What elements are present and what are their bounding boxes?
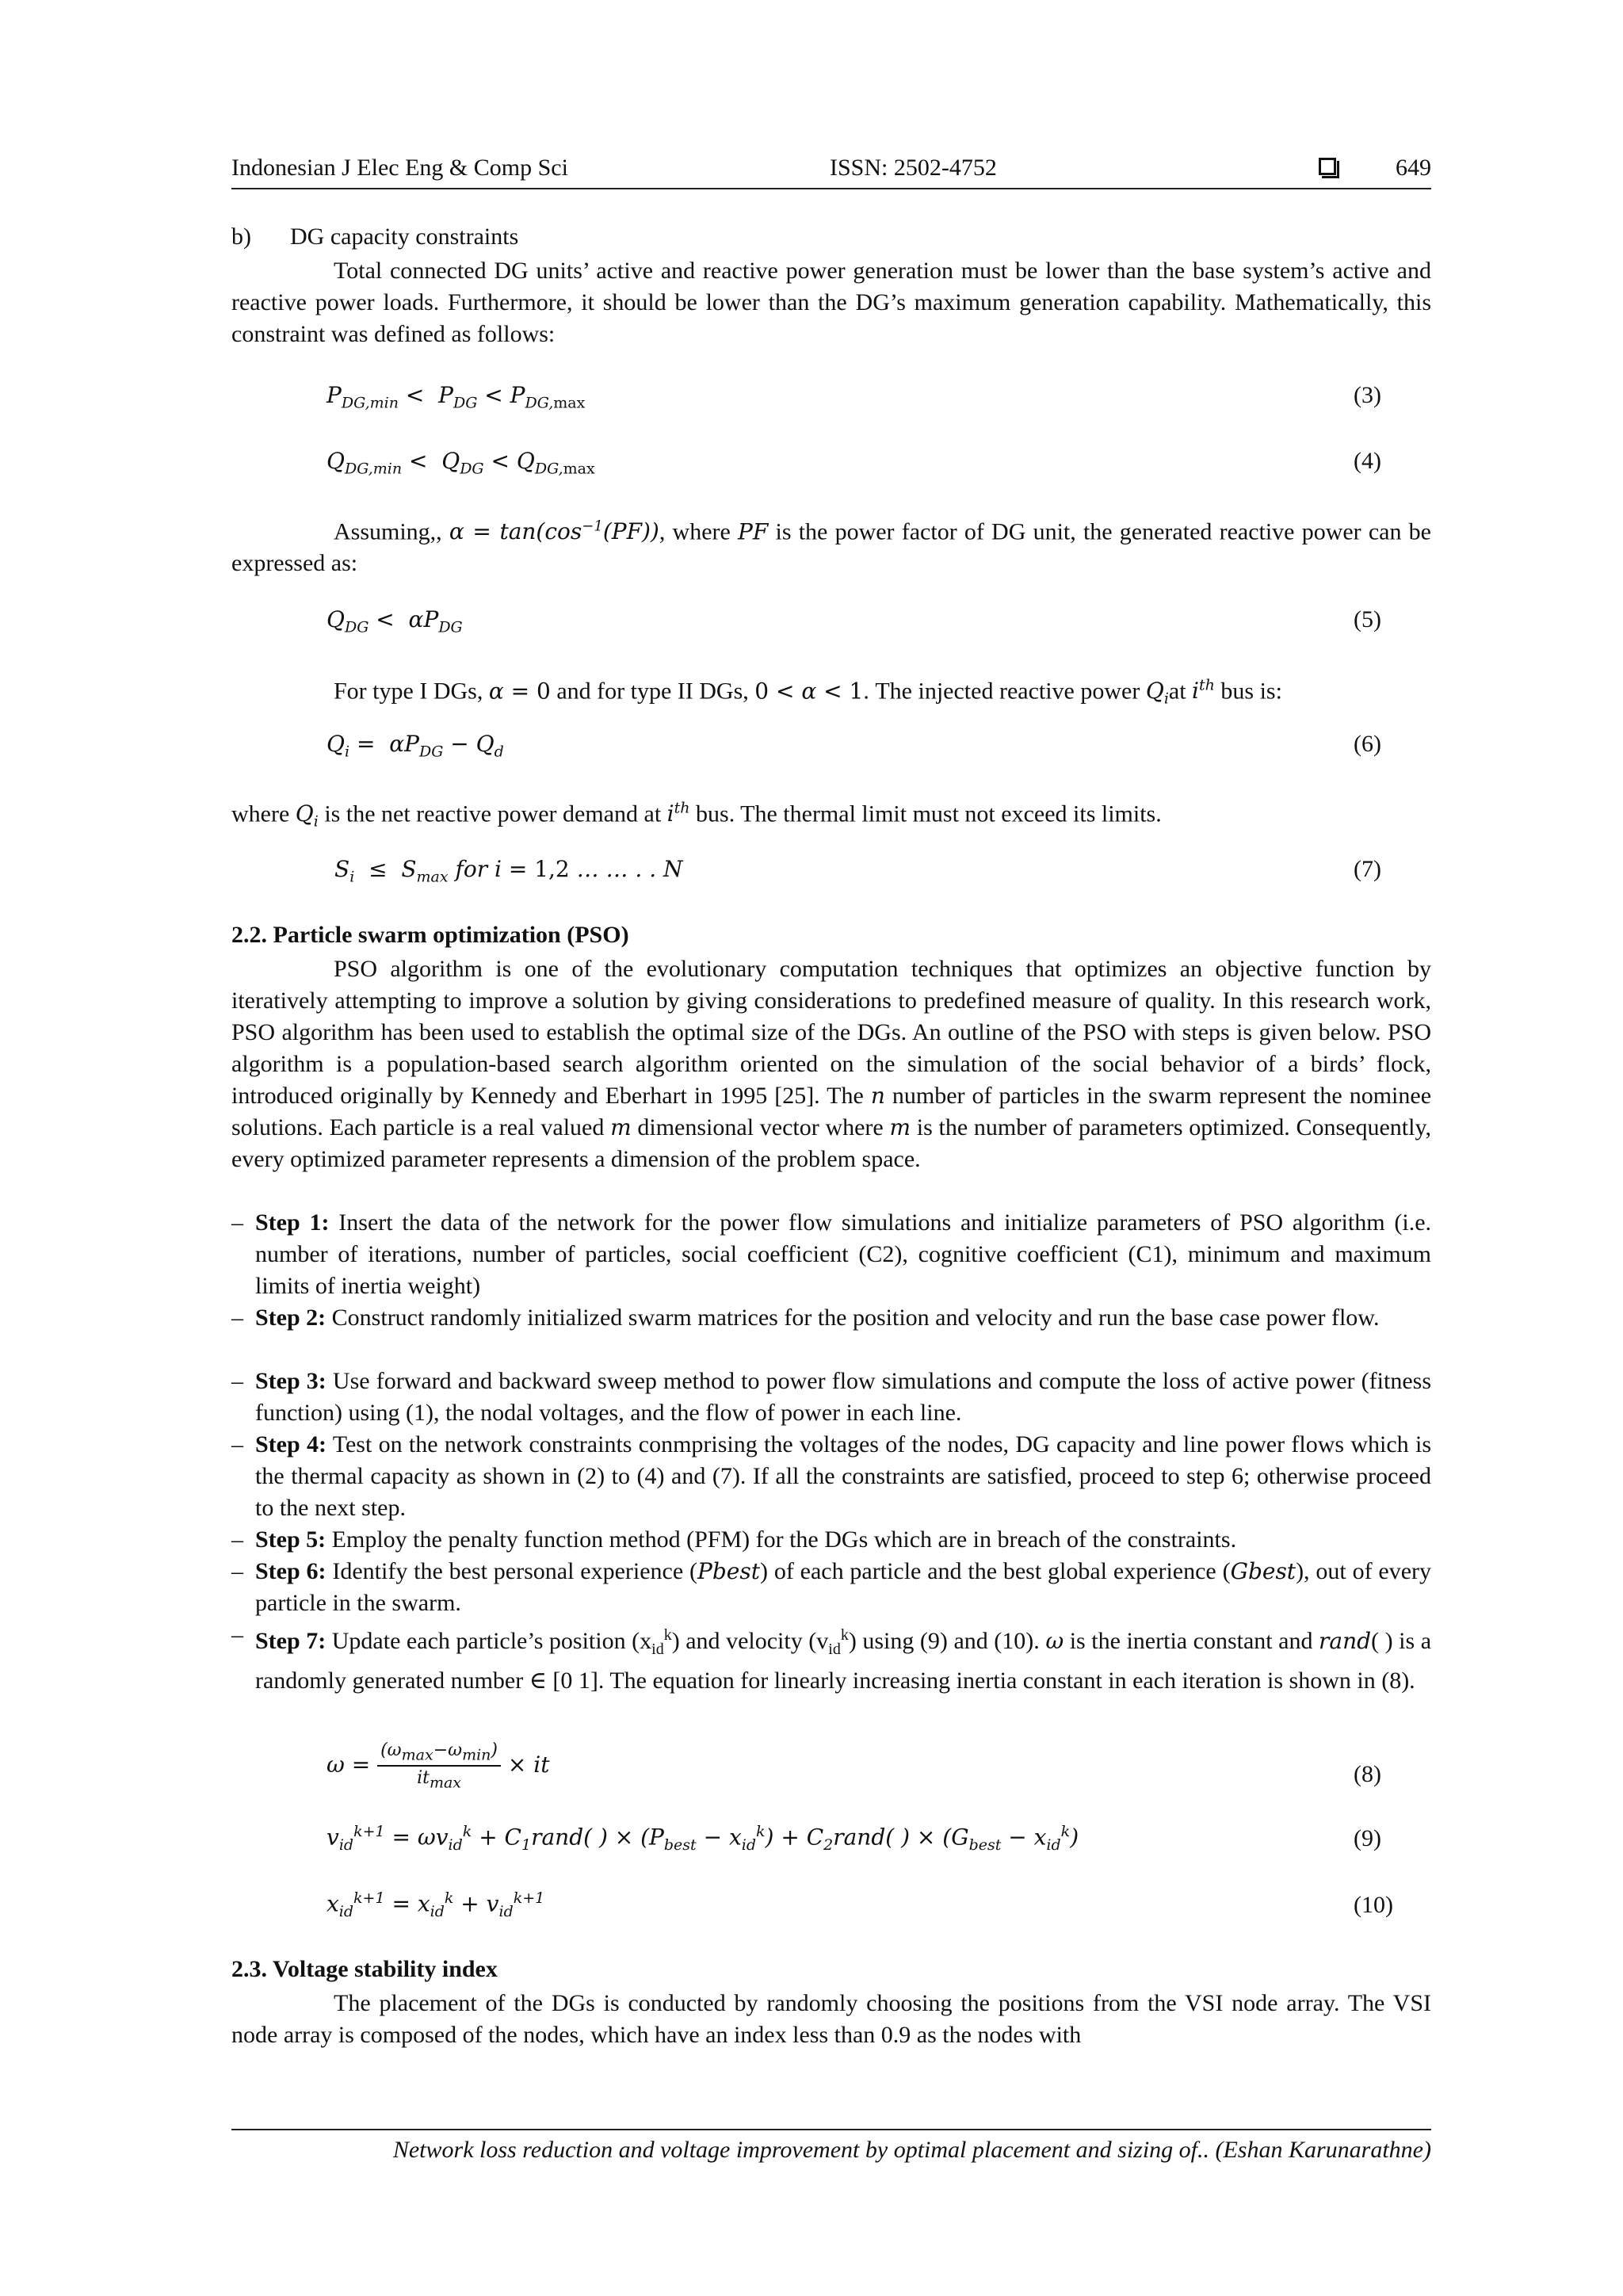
journal-name: Indonesian J Elec Eng & Comp Sci: [231, 155, 568, 181]
list-dash: –: [231, 1431, 243, 1457]
equation-4-number: (4): [1354, 448, 1381, 474]
equation-10-number: (10): [1354, 1892, 1393, 1918]
pso-text-1: PSO algorithm is one of the evolutionary computation techniques that optimizes an objective function by iteratively attempting to improve a solution by giving considerations to predefined measure of quality. In this research work, PSO algorithm has been used to establish the optimal size of the DGs. An outline of the PSO with steps is given below. PSO algorithm is a population-based search algorithm oriented on the simulation of the social behavior of a birds’ flock, introduced originally by Kennedy and Eberhart in 1995 [25]. The: [231, 956, 1431, 1109]
equation-5-number: (5): [1354, 606, 1381, 632]
assuming-text-3: is the power factor of DG unit, the generated reactive power can be expressed as:: [231, 518, 1431, 577]
checkbox-square-icon: [1319, 158, 1336, 175]
running-header: [231, 155, 1431, 189]
step-text: Use forward and backward sweep method to power flow simulations and compute the loss of active power (fitness function) using (1), the nodal voltages, and the flow of power in each line.: [255, 1368, 1431, 1426]
step-text: Update each particle’s position (x: [326, 1628, 652, 1654]
list-item: – Step 6: Identify the best personal experience (Pbest) of each particle and the best global experience (Gbest), out of every particle in the swarm.: [231, 1556, 1431, 1619]
type-text-3: . The injected reactive power: [863, 678, 1146, 705]
equation-7-number: (7): [1354, 856, 1381, 882]
where-text-2: is the net reactive power demand at: [318, 800, 667, 827]
issn: ISSN: 2502-4752: [830, 155, 997, 181]
vsi-paragraph: The placement of the DGs is conducted by randomly choosing the positions from the VSI node array. The VSI node array is composed of the nodes, which have an index less than 0.9 as the nodes with: [231, 1990, 1431, 2048]
assuming-text-1: Assuming,,: [334, 518, 449, 545]
equation-9-number: (9): [1354, 1825, 1381, 1851]
assuming-paragraph: Assuming,, $\alpha = \tan(\cos^{-1}(PF))$, where PF is the power factor of DG unit, the generated reactive power can be expressed as:: [231, 518, 1431, 577]
step-label: Step 4:: [255, 1431, 327, 1457]
pso-paragraph: PSO algorithm is one of the evolutionary computation techniques that optimizes an objective function by iteratively attempting to improve a solution by giving considerations to predefined measure of quality. In this research work, PSO algorithm has been used to establish the optimal size of the DGs. An outline of the PSO with steps is given below. PSO algorithm is a population-based search algorithm oriented on the simulation of the social behavior of a birds’ flock, introduced originally by Kennedy and Eberhart in 1995 [25]. The n number of particles in the swarm represent the nominee solutions. Each particle is a real valued m dimensional vector where m is the number of parameters optimized. Consequently, every optimized parameter represents a dimension of the problem space.: [231, 956, 1432, 1172]
equation-10: $x_{id}^{k+1} = x_{id}^k + v_{id}^{k+1}$: [327, 1889, 545, 1920]
equation-6-number: (6): [1354, 731, 1381, 757]
pso-text-4: is the number of parameters optimized. Consequently, every optimized parameter represents a dimension of the problem space.: [231, 1114, 1432, 1172]
step-label: Step 1:: [255, 1209, 330, 1236]
list-dash: –: [231, 1526, 243, 1553]
type-paragraph: For type I DGs, α = 0 and for type II DGs, 0 < α < 1. The injected reactive power $Q_iat$ $i^{th}$ bus is:: [334, 677, 1282, 708]
equation-3: $P_{DG,min} < P_{DG} < P_{DG,max}$: [327, 382, 586, 412]
list-item: [231, 1302, 1431, 1334]
step-text: ) using (9) and (10).: [848, 1628, 1046, 1654]
subsection-letter: b): [231, 223, 251, 250]
step-text: is a randomly generated number ∈ [0 1]. The equation for linearly increasing inertia constant in each iteration is shown in (8).: [255, 1628, 1432, 1694]
step-text: Employ the penalty function method (PFM) for the DGs which are in breach of the constraints.: [326, 1526, 1237, 1553]
subsection-heading: DG capacity constraints: [290, 223, 519, 250]
step-text: Construct randomly initialized swarm matrices for the position and velocity and run the base case power flow.: [326, 1305, 1380, 1331]
equation-8: ω = $\frac{(\omega_{max}-\omega_{min})}{it_{max}}$ × it: [327, 1740, 550, 1792]
step-label: Step 5:: [255, 1526, 327, 1553]
where-text-3: bus. The thermal limit must not exceed its limits.: [689, 800, 1162, 827]
step-label: Step 7:: [255, 1628, 327, 1654]
equation-3-number: (3): [1354, 382, 1381, 408]
equation-8-number: (8): [1354, 1761, 1381, 1787]
equation-7: $S_i \le S_{max}$ for i = 1,2 … … . . N: [334, 856, 683, 886]
step-label: Step 6:: [255, 1558, 327, 1584]
equation-4: $Q_{DG,min} < Q_{DG} < Q_{DG,max}$: [327, 448, 595, 478]
list-dash: –: [231, 1558, 243, 1584]
type-text-2: and for type II DGs,: [550, 678, 755, 705]
pso-text-2: number of particles in the swarm represent the nominee solutions. Each particle is a real valued: [231, 1083, 1432, 1140]
type-text-5: bus is:: [1214, 678, 1282, 705]
list-dash: –: [231, 1368, 243, 1394]
type-text-4: at: [1168, 678, 1193, 705]
list-item: [231, 1207, 1431, 1302]
list-dash: –: [231, 1622, 243, 1648]
list-item: [231, 1524, 1431, 1556]
type-text-1: For type I DGs,: [334, 678, 489, 705]
step-text: ) of each particle and the best global experience (: [759, 1558, 1231, 1584]
step-text: Identify the best personal experience (: [326, 1558, 698, 1584]
where-text-1: where: [231, 800, 296, 827]
section-heading-pso: 2.2. Particle swarm optimization (PSO): [231, 922, 629, 948]
list-item: – Step 7: Update each particle’s position $(x_{id}^k)$ and velocity $(v_{id}^k)$ using (9) and (10). ω is the inertia constant and rand( ) is a randomly generated number ∈ [0 1]. The equation for linearly increasing inertia constant in each iteration is shown in (8).: [231, 1619, 1431, 1697]
header-rule: [231, 188, 1431, 189]
equation-9: $v_{id}^{k+1} = \omega v_{id}^k$ + $C_1rand$( ) × $(P_{best} - x_{id}^k)$ + $C_2rand$( ) × $(G_{best} - x_{id}^k)$: [327, 1823, 1079, 1854]
running-footer: Network loss reduction and voltage improvement by optimal placement and sizing of.. (Eshan Karunarathne): [392, 2137, 1431, 2163]
equation-6: $Q_i = \alpha P_{DG} - Q_d$: [327, 731, 504, 761]
step-text: ), out of every particle in the swarm.: [255, 1558, 1432, 1616]
step-text: ) and velocity (v: [671, 1628, 829, 1654]
list-dash: –: [231, 1209, 243, 1236]
equation-5: $Q_{DG} < \alpha P_{DG}$: [327, 606, 463, 636]
step-text: Insert the data of the network for the power flow simulations and initialize parameters of PSO algorithm (i.e. number of iterations, number of particles, social coefficient (C2), cognitive coefficient (C1), minimum and maximum limits of inertia weight): [255, 1209, 1432, 1299]
step-label: Step 2:: [255, 1305, 327, 1331]
assuming-text-2: , where: [659, 518, 739, 545]
page-number: 649: [1396, 155, 1431, 181]
dg-capacity-paragraph: Total connected DG units’ active and reactive power generation must be lower than the base system’s active and reactive power loads. Furthermore, it should be lower than the DG’s maximum generation capability. Mathematically, this constraint was defined as follows:: [231, 258, 1431, 347]
pso-text-3: dimensional vector where: [631, 1114, 890, 1140]
step-text: is the inertia constant and: [1064, 1628, 1319, 1654]
footer-rule: [231, 2129, 1431, 2130]
step-text: Test on the network constraints conmprising the voltages of the nodes, DG capacity and line power flows which is the thermal capacity as shown in (2) to (4) and (7). If all the constraints are satisfied, proceed to step 6; otherwise proceed to the next step.: [255, 1431, 1431, 1521]
subsection-label: [231, 223, 519, 250]
list-item: [231, 1429, 1431, 1524]
section-heading-vsi: 2.3. Voltage stability index: [231, 1956, 498, 1982]
list-item: [231, 1366, 1431, 1429]
where-paragraph: where $Q_i$ is the net reactive power demand at $i^{th}$ bus. The thermal limit must not exceed its limits.: [231, 800, 1162, 831]
list-dash: –: [231, 1305, 243, 1331]
step-label: Step 3:: [255, 1368, 327, 1394]
